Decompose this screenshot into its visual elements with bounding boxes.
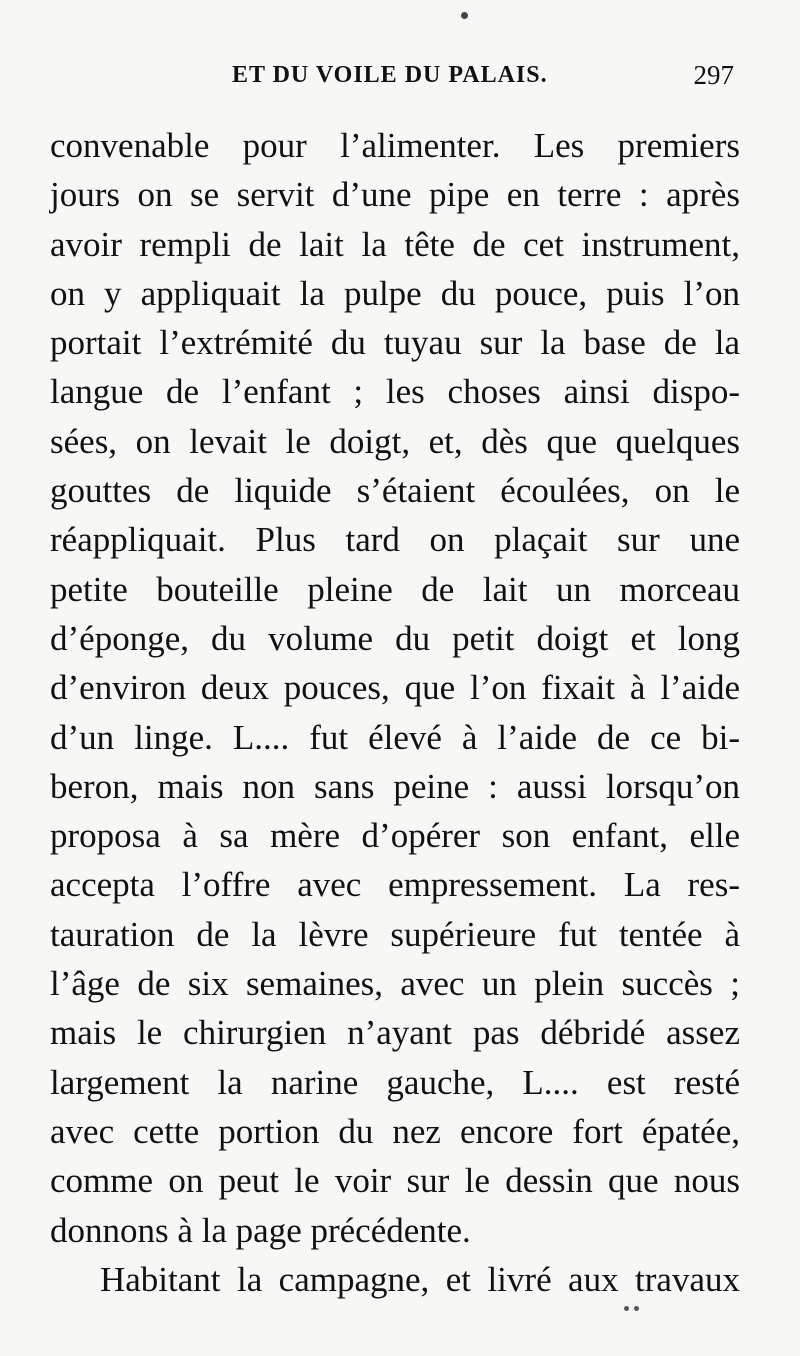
text-line: beron, mais non sans peine : aussi lorsqu’on <box>50 766 740 806</box>
text-line: d’un linge. L.... fut élevé à l’aide de ce bi- <box>50 717 740 757</box>
running-title: ET DU VOILE DU PALAIS. <box>232 62 548 88</box>
text-line: réappliquait. Plus tard on plaçait sur une <box>50 520 740 560</box>
text-line: sées, on levait le doigt, et, dès que quelques <box>50 421 740 461</box>
ink-dot-mark <box>461 12 468 19</box>
text-line: gouttes de liquide s’étaient écoulées, on le <box>50 471 740 511</box>
text-line: convenable pour l’alimenter. Les premiers <box>50 126 740 165</box>
paragraph-start-line: Habitant la campagne, et livré aux travaux <box>100 1259 740 1299</box>
text-line: avec cette portion du nez encore fort épatée, <box>50 1111 740 1151</box>
text-line: d’environ deux pouces, que l’on fixait à l’aide <box>50 668 740 708</box>
text-line: langue de l’enfant ; les choses ainsi dispo- <box>50 372 740 412</box>
ink-dots-mark <box>622 1306 642 1314</box>
text-line: portait l’extrémité du tuyau sur la base de la <box>50 323 740 363</box>
text-line: comme on peut le voir sur le dessin que nous <box>50 1161 740 1201</box>
body-text <box>50 121 740 1304</box>
text-line: petite bouteille pleine de lait un morceau <box>50 569 740 609</box>
text-line: l’âge de six semaines, avec un plein succès ; <box>50 964 740 1004</box>
page-number: 297 <box>693 60 734 90</box>
text-line: mais le chirurgien n’ayant pas débridé assez <box>50 1013 740 1053</box>
text-line: d’éponge, du volume du petit doigt et long <box>50 618 740 658</box>
text-line: largement la narine gauche, L.... est resté <box>50 1062 740 1102</box>
text-line: tauration de la lèvre supérieure fut tentée à <box>50 914 740 954</box>
text-line: on y appliquait la pulpe du pouce, puis l’on <box>50 273 740 313</box>
text-line: jours on se servit d’une pipe en terre : après <box>50 175 740 215</box>
text-line: avoir rempli de lait la tête de cet instrument, <box>50 224 740 264</box>
text-line: proposa à sa mère d’opérer son enfant, elle <box>50 816 740 856</box>
paragraph-end-line: donnons à la page précédente. <box>50 1210 471 1250</box>
text-line: accepta l’offre avec empressement. La res- <box>50 865 740 905</box>
page-header <box>0 56 800 96</box>
